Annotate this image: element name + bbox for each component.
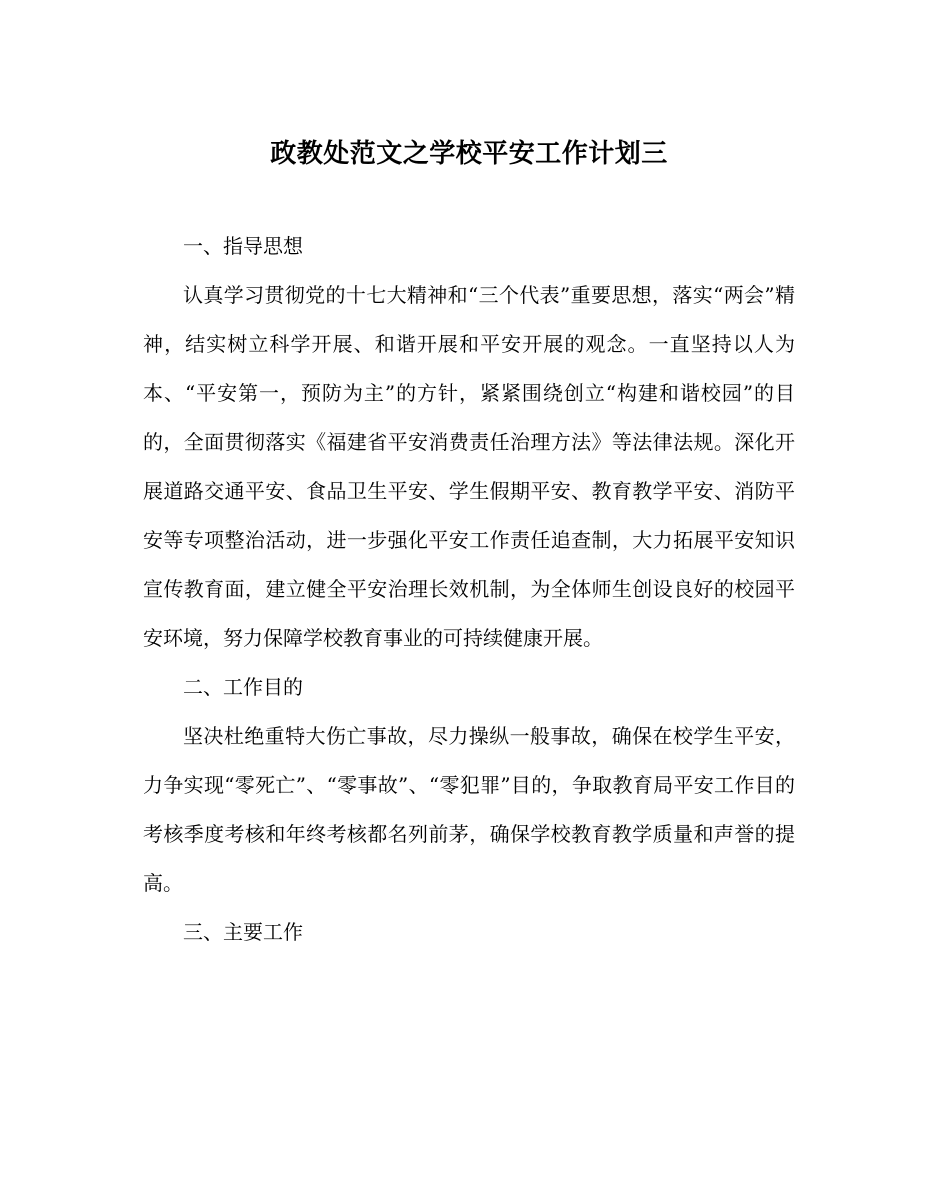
document-content [143,132,795,957]
section-heading-work-objective: 二、工作目的 [183,675,303,699]
paragraph-work-objective: 坚决杜绝重特大伤亡事故，尽力操纵一般事故，确保在校学生平安，力争实现“零死亡”、“零事故”、“零犯罪”目的，争取教育局平安工作目的考核季度考核和年终考核都名列前茅，确保学校教育教学质量和声誉的提高。 [143,724,795,895]
section-heading-guiding-ideology: 一、指导思想 [183,234,303,258]
paragraph-guiding-ideology: 认真学习贯彻党的十七大精神和“三个代表”重要思想，落实“两会”精神，结实树立科学开展、和谐开展和平安开展的观念。一直坚持以人为本、“平安第一，预防为主”的方针，紧紧围绕创立“构建和谐校园”的目的，全面贯彻落实《福建省平安消费责任治理方法》等法律法规。深化开展道路交通平安、食品卫生平安、学生假期平安、教育教学平安、消防平安等专项整治活动，进一步强化平安工作责任追查制，大力拓展平安知识宣传教育面，建立健全平安治理长效机制，为全体师生创设良好的校园平安环境，努力保障学校教育事业的可持续健康开展。 [143,283,795,650]
section-heading-main-work: 三、主要工作 [183,920,303,944]
document-title: 政教处范文之学校平安工作计划三 [270,139,668,169]
document-body [143,222,795,957]
